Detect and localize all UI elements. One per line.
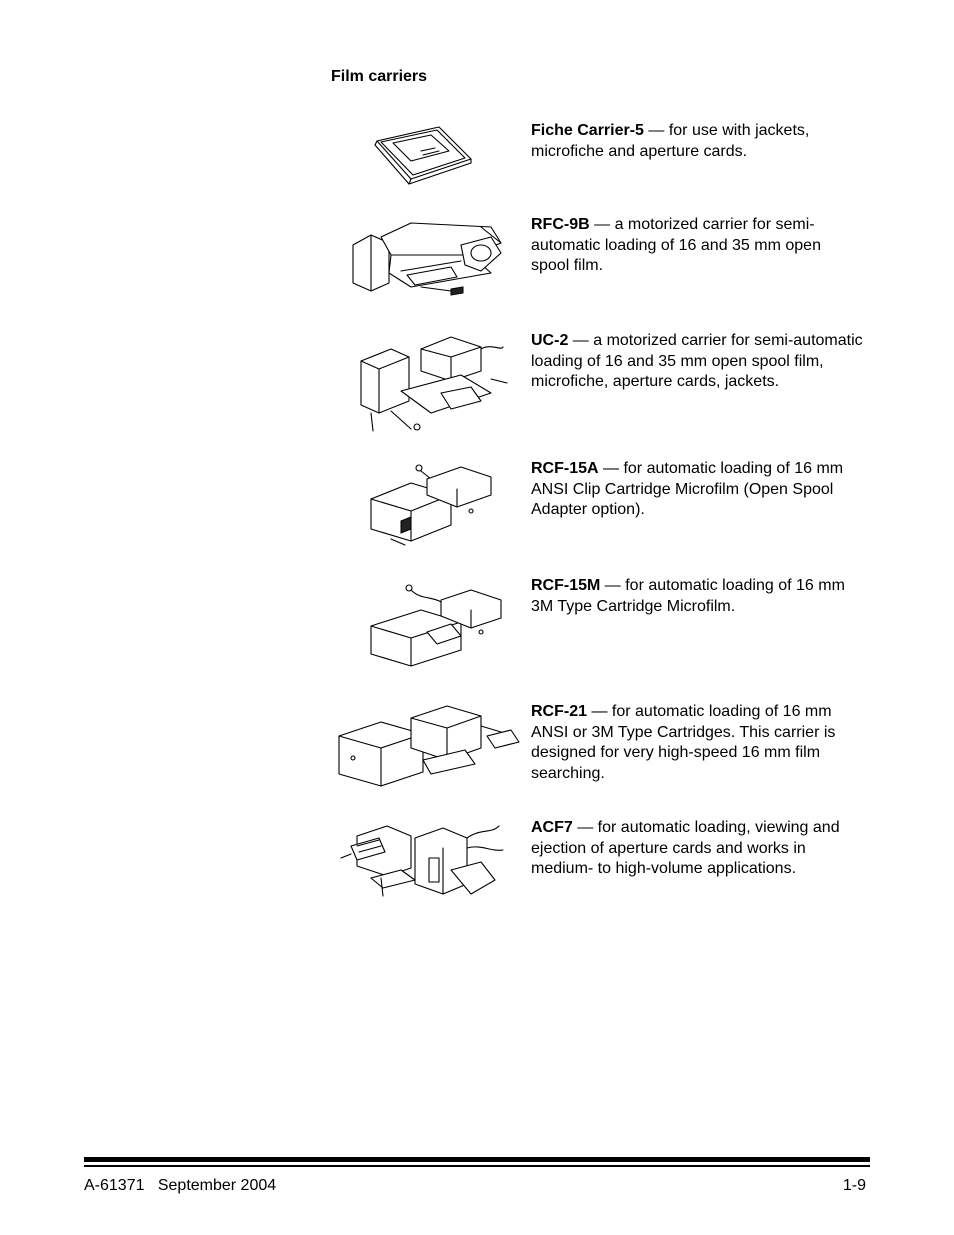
carrier-name: RCF-21: [531, 703, 588, 720]
carrier-name: RCF-15M: [531, 577, 601, 594]
carrier-name: RFC-9B: [531, 216, 590, 233]
carrier-text: — for automatic loading, viewing and ejection of aperture cards and works in medium- to high-volume applications.: [531, 819, 840, 877]
footer-date: September 2004: [157, 1177, 277, 1194]
carrier-description: [531, 459, 863, 521]
acf7-illustration: [331, 818, 521, 903]
carrier-name: RCF-15A: [531, 460, 599, 477]
carrier-description: [531, 215, 863, 277]
carrier-description: [531, 702, 863, 784]
carrier-description: [531, 331, 863, 393]
footer-doc-number: A-61371: [84, 1177, 145, 1194]
carrier-text: — for use with jackets, microfiche and aperture cards.: [531, 122, 810, 160]
carrier-text: — a motorized carrier for semi-automatic loading of 16 and 35 mm open spool film, microfiche, aperture cards, jackets.: [531, 332, 863, 390]
footer-doc-info: [84, 1177, 276, 1195]
carrier-text: — for automatic loading of 16 mm 3M Type Cartridge Microfilm.: [531, 577, 845, 615]
rcf-15a-illustration: [331, 459, 521, 549]
carrier-text: — a motorized carrier for semi-automatic loading of 16 and 35 mm open spool film.: [531, 216, 821, 274]
carrier-description: [531, 576, 863, 617]
footer-page-number: 1-9: [842, 1177, 866, 1194]
rcf-15m-illustration: [331, 576, 521, 671]
rcf-21-illustration: [331, 702, 521, 792]
carrier-name: Fiche Carrier-5: [531, 122, 644, 139]
carrier-name: ACF7: [531, 819, 573, 836]
footer-rule-thick: [84, 1157, 870, 1162]
section-title: Film carriers: [331, 68, 428, 85]
carrier-text: — for automatic loading of 16 mm ANSI Clip Cartridge Microfilm (Open Spool Adapter option).: [531, 460, 844, 518]
fiche-carrier-illustration: [331, 121, 521, 191]
carrier-text: — for automatic loading of 16 mm ANSI or 3M Type Cartridges. This carrier is designed for very high-speed 16 mm film searching.: [531, 703, 836, 782]
footer-rule-thin: [84, 1165, 870, 1167]
carrier-name: UC-2: [531, 332, 569, 349]
rfc-9b-illustration: [331, 215, 521, 305]
uc-2-illustration: [331, 331, 521, 436]
carrier-description: [531, 121, 863, 162]
carrier-description: [531, 818, 863, 880]
